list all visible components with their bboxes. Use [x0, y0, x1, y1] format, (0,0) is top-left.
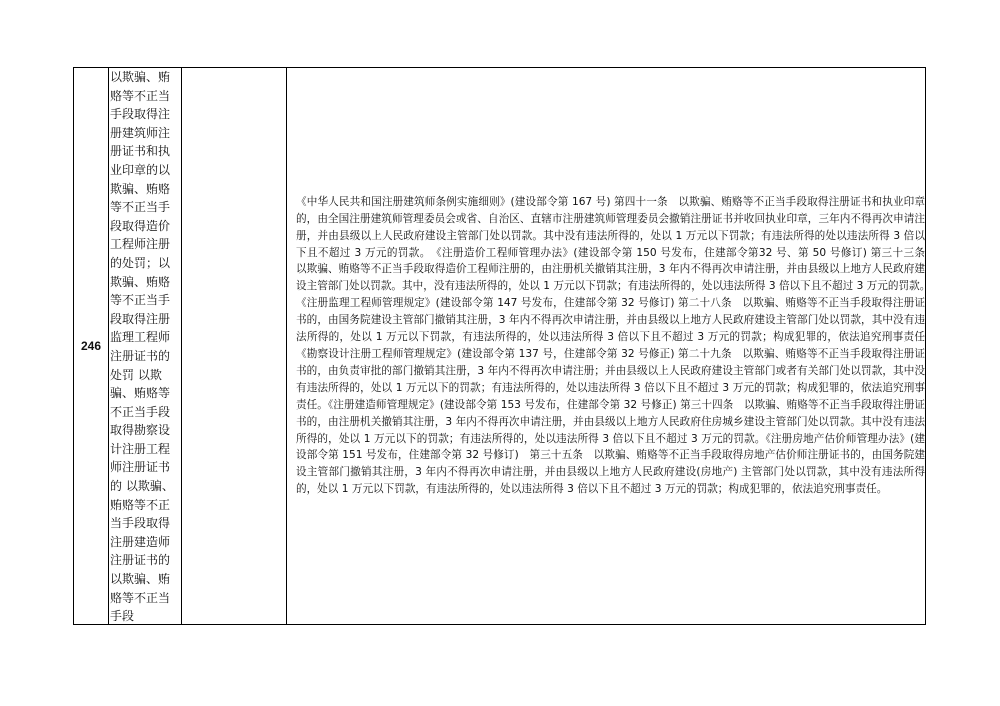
column-divider	[181, 68, 182, 624]
table-row	[73, 67, 936, 625]
legal-basis-cell	[292, 68, 936, 624]
item-name: 以欺骗、贿赂等不正当手段取得注册建筑师注册证书和执业印章的以欺骗、贿赂等不正当手段取得造价工程师注册的处罚；以欺骗、贿赂等不正当手段取得注册监理工程师注册证书的处罚 以欺骗、贿赂等不正当手段取得勘察设计注册工程师注册证书的 以欺骗、贿赂等不正当手段取得注册建造师注册证书的 以欺骗、贿赂等不正当手段	[110, 70, 174, 624]
row-number: 246	[80, 339, 102, 353]
legal-basis-text: 《中华人民共和国注册建筑师条例实施细则》(建设部令第 167 号) 第四十一条 以欺骗、贿赂等不正当手段取得注册证书和执业印章的，由全国注册建筑师管理委员会或省、自治区、直辖市注册建筑师管理委员会撤销注册证书并收回执业印章，三年内不得再次申请注册，并由县级以上人民政府建设主管部门处以罚款。其中没有违法所得的，处以 1 万元以下罚款；有违法所得的处以违法所得 3 倍以下且不超过 3 万元的罚款。 《注册造价工程师管理办法》(建设部令第 150 号发布，住建部令第32 号、第 50 号修订) 第三十三条 以欺骗、贿赂等不正当手段取得造价工程师注册的，由注册机关撤销其注册，3 年内不得再次申请注册，并由县级以上地方人民政府建设主管部门处以罚款。其中，没有违法所得的，处以 1 万元以下罚款；有违法所得的，处以违法所得 3 倍以下且不超过 3 万元的罚款。 《注册监理工程师管理规定》(建设部令第 147 号发布，住建部令第 32 号修订) 第二十八条 以欺骗、贿赂等不正当手段取得注册证书的，由国务院建设主管部门撤销其注册，3 年内不得再次申请注册，并由县级以上地方人民政府建设主管部门处以罚款，其中没有违法所得的，处以 1 万元以下罚款，有违法所得的，处以违法所得 3 倍以下且不超过 3 万元的罚款；构成犯罪的，依法追究刑事责任 《勘察设计注册工程师管理规定》(建设部令第 137 号，住建部令第 32 号修正) 第二十九条 以欺骗、贿赂等不正当手段取得注册证书的，由负责审批的部门撤销其注册，3 年内不得再次申请注册；并由县级以上人民政府建设主管部门或者有关部门处以罚款，其中没有违法所得的，处以 1 万元以下的罚款；有违法所得的，处以违法所得 3 倍以下且不超过 3 万元的罚款；构成犯罪的，依法追究刑事责任。《注册建造师管理规定》(建设部令第 153 号发布，住建部令第 32 号修正) 第三十四条 以欺骗、贿赂等不正当手段取得注册证书的，由注册机关撤销其注册，3 年内不得再次申请注册，并由县级以上地方人民政府住房城乡建设主管部门处以罚款。其中没有违法所得的，处以 1 万元以下的罚款；有违法所得的，处以违法所得 3 倍以下且不超过 3 万元的罚款。《注册房地产估价师管理办法》(建设部令第 151 号发布，住建部令第 32 号修订) 第三十五条 以欺骗、贿赂等不正当手段取得房地产估价师注册证书的，由国务院建设主管部门撤销其注册，3 年内不得再次申请注册，并由县级以上地方人民政府建设(房地产) 主管部门处以罚款，其中没有违法所得的，处以 1 万元以下罚款，有违法所得的，处以违法所得 3 倍以下且不超过 3 万元的罚款；构成犯罪的，依法追究刑事责任。	[296, 195, 936, 496]
column-divider	[108, 68, 109, 624]
column-divider	[286, 68, 287, 624]
